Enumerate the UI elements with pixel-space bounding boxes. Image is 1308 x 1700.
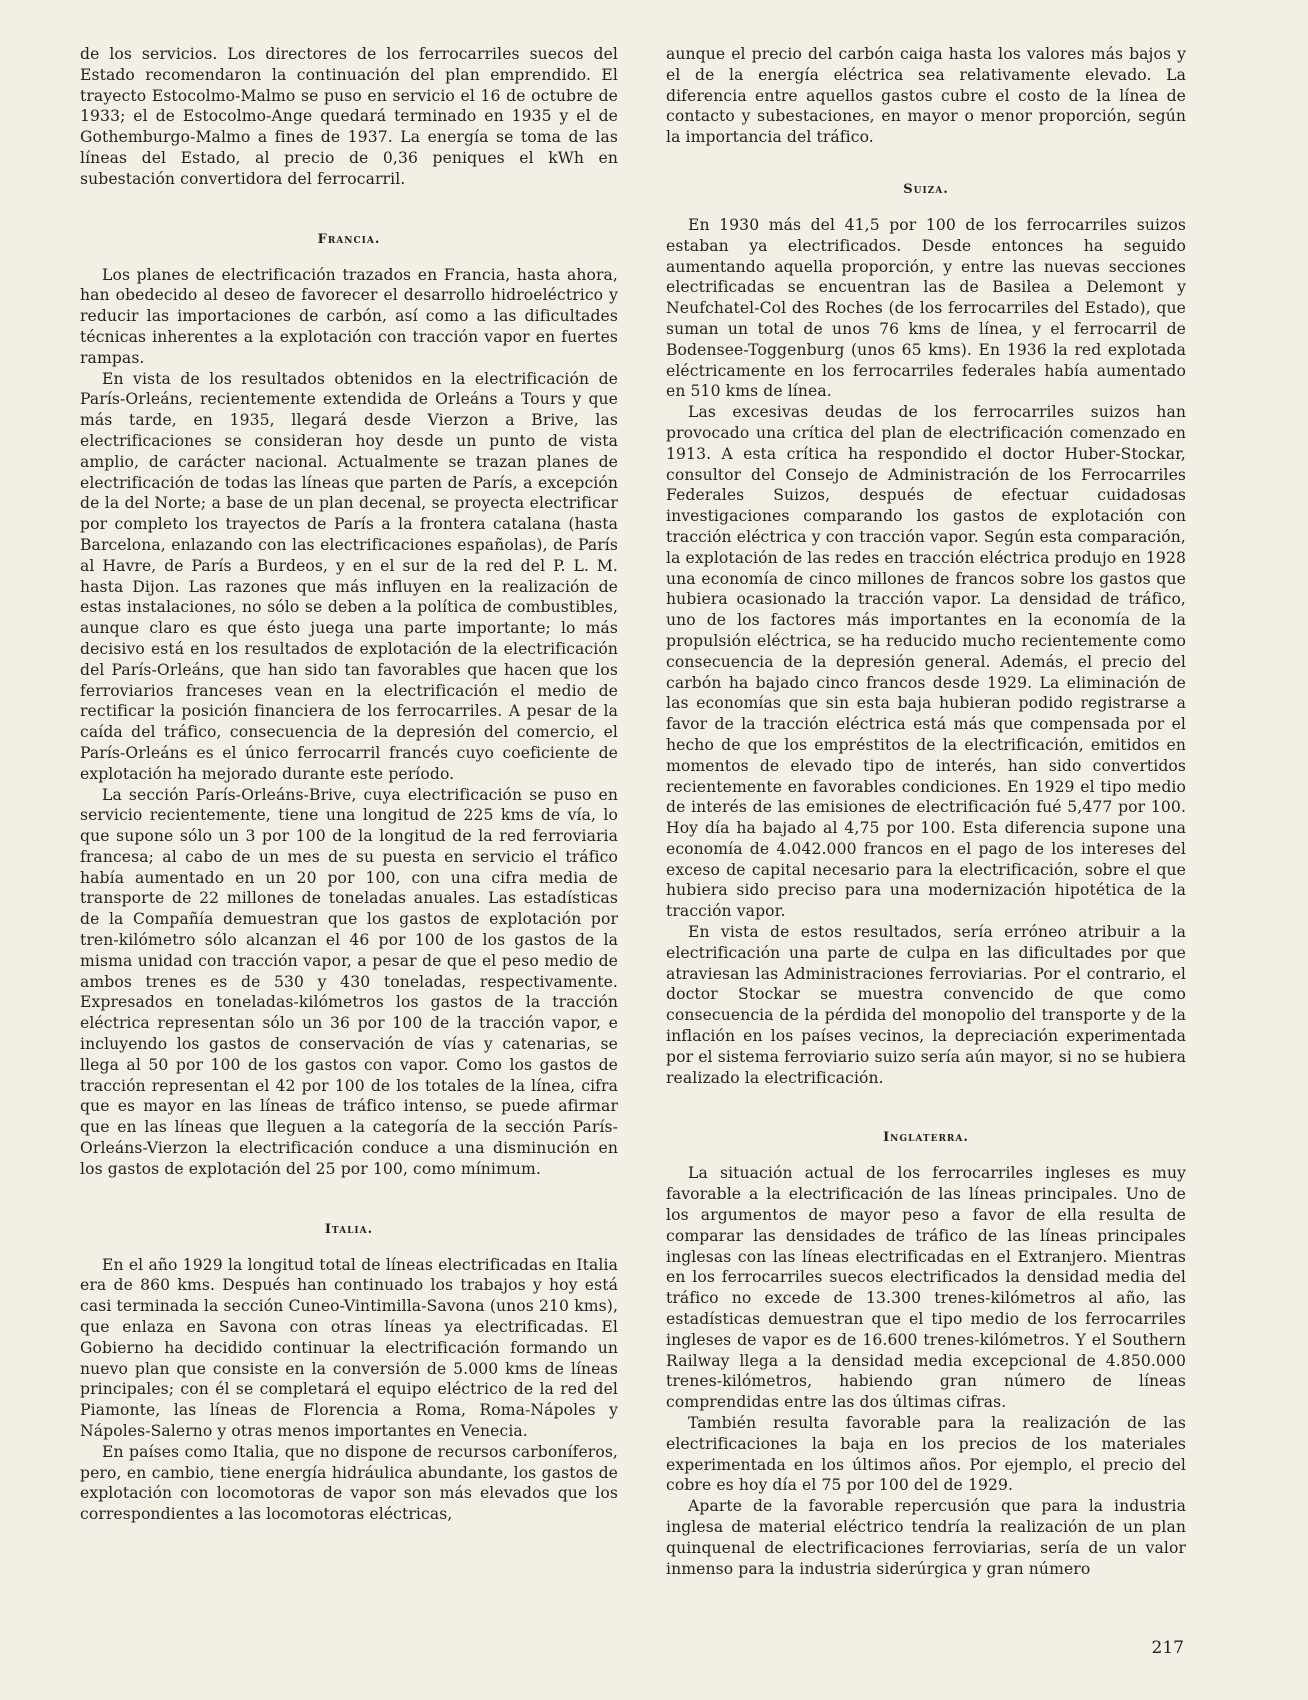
paragraph: En 1930 más del 41,5 por 100 de los ferrocarriles suizos estaban ya electrificados. Desde entonces ha seguido aumentando aquella proporción, y entre las nuevas secciones electrificadas se encuentran las de Basilea a Delemont y Neufchatel-Col des Roches (de los ferrocarriles del Estado), que suman un total de unos 76 kms de línea, y el ferrocarril de Bodensee-Toggenburg (unos 65 kms). En 1936 la red explotada eléctricamente en los ferrocarriles federales había aumentado en 510 kms de línea.: [666, 215, 1186, 401]
continuation-paragraph: aunque el precio del carbón caiga hasta los valores más bajos y el de la energía eléctrica sea relativamente elevado. La diferencia entre aquellos gastos cubre el costo de la línea de contacto y subestaciones, en mayor o menor proporción, según la importancia del tráfico.: [666, 45, 1186, 147]
paragraph: En vista de estos resultados, sería erróneo atribuir a la electrificación una parte de culpa en las dificultades por que atraviesan las Administraciones ferroviarias. Por el contrario, el doctor Stockar se muestra convencido de que como consecuencia de la pérdida del monopolio del transporte y de la inflación en los países vecinos, la depreciación experimentada por el sistema ferroviario suizo sería aún mayor, si no se hubiera realizado la electrificación.: [666, 923, 1186, 1087]
page-number: 217: [1151, 1638, 1184, 1658]
left-column: [80, 44, 618, 1525]
paragraph: También resulta favorable para la realización de las electrificaciones la baja en los precios de los materiales experimentada en los últimos años. Por ejemplo, el precio del cobre es hoy día el 75 por 100 del de 1929.: [666, 1414, 1186, 1495]
paragraph: En el año 1929 la longitud total de líneas electrificadas en Italia era de 860 kms. Después han continuado los trabajos y hoy está casi terminada la sección Cuneo-Vintimilla-Savona (unos 210 kms), que enlaza en Savona con otras líneas ya electrificadas. El Gobierno ha decidido continuar la electrificación formando un nuevo plan que consiste en la conversión de 5.000 kms de líneas principales; con él se completará el equipo eléctrico de la red del Piamonte, las líneas de Florencia a Roma, Roma-Nápoles y Nápoles-Salerno y otras menos importantes en Venecia.: [80, 1255, 618, 1441]
right-column: [666, 44, 1186, 1579]
paragraph: Las excesivas deudas de los ferrocarriles suizos han provocado una crítica del plan de electrificación comenzado en 1913. A esta crítica ha respondido el doctor Huber-Stockar, consultor del Consejo de Administración de los Ferrocarriles Federales Suizos, después de efectuar cuidadosas investigaciones comparando los gastos de explotación con tracción eléctrica y con tracción vapor. Según esta comparación, la explotación de las redes en tracción eléctrica produjo en 1928 una economía de cinco millones de francos sobre los gastos que hubiera ocasionado la tracción vapor. La densidad de tráfico, uno de los factores más importantes en la economía de la propulsión eléctrica, se ha reducido mucho recientemente como consecuencia de la depresión general. Además, el precio del carbón ha bajado cinco francos desde 1929. La eliminación de las economías que sin esta baja hubieran podido registrarse a favor de la tracción eléctrica está más que compensada por el hecho de que los empréstitos de la electrificación, emitidos en momentos de elevado tipo de interés, han sido convertidos recientemente en favorables condiciones. En 1929 el tipo medio de interés de las emisiones de electrificación fué 5,477 por 100. Hoy día ha bajado al 4,75 por 100. Esta diferencia supone una economía de 4.042.000 francos en el pago de los intereses del exceso de capital necesario para la electrificación, sobre el que hubiera sido preciso para una modernización hipotética de la tracción vapor.: [666, 403, 1186, 921]
paragraph: Los planes de electrificación trazados en Francia, hasta ahora, han obedecido al deseo de favorecer el desarrollo hidroeléctrico y reducir las importaciones de carbón, así como a las dificultades técnicas inherentes a la explotación con tracción vapor en fuertes rampas.: [80, 265, 618, 367]
paragraph: Aparte de la favorable repercusión que para la industria inglesa de material eléctrico tendría la realización de un plan quinquenal de electrificaciones ferroviarias, sería de un valor inmenso para la industria siderúrgica y gran número: [666, 1497, 1186, 1578]
paragraph: En países como Italia, que no dispone de recursos carboníferos, pero, en cambio, tiene energía hidráulica abundante, los gastos de explotación con locomotoras de vapor son más elevados que los correspondientes a las locomotoras eléctricas,: [80, 1442, 618, 1524]
section-heading-francia: Francia.: [317, 231, 381, 247]
paragraph: La situación actual de los ferrocarriles ingleses es muy favorable a la electrificación de las líneas principales. Uno de los argumentos de mayor peso a favor de ella resulta de comparar las densidades de tráfico de las líneas principales inglesas con las líneas electrificadas en el Extranjero. Mientras en los ferrocarriles suecos electrificados la densidad media del tráfico no excede de 13.300 trenes-kilómetros al año, las estadísticas demuestran que el tipo medio de los ferrocarriles ingleses de vapor es de 16.600 trenes-kilómetros. Y el Southern Railway llega a la densidad media excepcional de 4.850.000 trenes-kilómetros, habiendo gran número de líneas comprendidas entre las dos últimas cifras.: [666, 1164, 1186, 1412]
section-heading-inglaterra: Inglaterra.: [883, 1130, 969, 1146]
paragraph: En vista de los resultados obtenidos en la electrificación de París-Orleáns, recientemente extendida de Orleáns a Tours y que más tarde, en 1935, llegará desde Vierzon a Brive, las electrificaciones se consideran hoy desde un punto de vista amplio, de carácter nacional. Actualmente se trazan planes de electrificación de todas las líneas que parten de París, a excepción de la del Norte; a base de un plan decenal, se proyecta electrificar por completo los trayectos de París a la frontera catalana (hasta Barcelona, enlazando con las electrificaciones españolas), de París al Havre, de París a Burdeos, y en el sur de la red del P. L. M. hasta Dijon. Las razones que más influyen en la realización de estas instalaciones, no sólo se deben a la política de combustibles, aunque claro es que ésto juega una parte importante; lo más decisivo está en los resultados de explotación de la electrificación del París-Orleáns, que han sido tan favorables que hacen que los ferroviarios franceses vean en la electrificación el medio de rectificar la posición financiera de los ferrocarriles. A pesar de la caída del tráfico, consecuencia de la depresión del comercio, el París-Orleáns es el único ferrocarril francés cuyo coeficiente de explotación ha mejorado durante este período.: [80, 369, 618, 783]
intro-paragraph: de los servicios. Los directores de los ferrocarriles suecos del Estado recomendaron la continuación del plan emprendido. El trayecto Estocolmo-Malmo se puso en servicio el 16 de octubre de 1933; el de Estocolmo-Ange quedará terminado en 1935 y el de Gothemburgo-Malmo a fines de 1937. La energía se toma de las líneas del Estado, al precio de 0,36 peniques el kWh en subestación convertidora del ferrocarril.: [80, 45, 618, 188]
section-heading-italia: Italia.: [324, 1221, 374, 1237]
section-heading-suiza: Suiza.: [903, 181, 949, 197]
paragraph: La sección París-Orleáns-Brive, cuya electrificación se puso en servicio recientemente, tiene una longitud de 225 kms de vía, lo que supone sólo un 3 por 100 de la longitud de la red ferroviaria francesa; al cabo de un mes de su puesta en servicio el tráfico había aumentado en un 20 por 100, con una cifra media de transporte de 22 millones de toneladas anuales. Las estadísticas de la Compañía demuestran que los gastos de explotación por tren-kilómetro sólo alcanzan el 46 por 100 de los gastos de la misma unidad con tracción vapor, a pesar de que el peso medio de ambos trenes es de 530 y 430 toneladas, respectivamente. Expresados en toneladas-kilómetros los gastos de la tracción eléctrica representan sólo un 36 por 100 de la tracción vapor, e incluyendo los gastos de conservación de vías y catenarias, se llega al 50 por 100 de los gastos con vapor. Como los gastos de tracción representan el 42 por 100 de los totales de la línea, cifra que es mayor en las líneas de tráfico intenso, se puede afirmar que en las líneas que lleguen a la categoría de la sección París-Orleáns-Vierzon la electrificación conduce a una disminución en los gastos de explotación del 25 por 100, como mínimum.: [80, 785, 618, 1178]
